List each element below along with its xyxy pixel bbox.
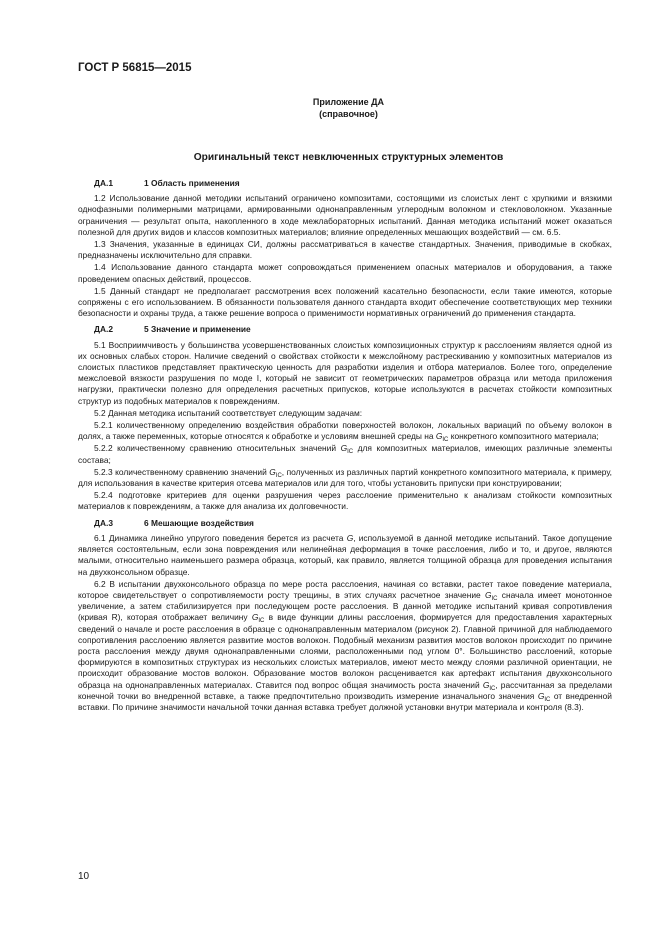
symbol-g: G bbox=[484, 589, 492, 600]
paragraph-5-2-4: 5.2.4 подготовке критериев для оценки разрушения через расслоение применительно к анализам стойкости композитных материалов к повреждениям, а также для анализа их долговечности. bbox=[78, 490, 612, 512]
section-title: 1 Область применения bbox=[144, 178, 240, 188]
section-heading-da1 bbox=[78, 178, 612, 189]
section-number: ДА.1 bbox=[94, 178, 113, 188]
symbol-g: G bbox=[251, 612, 259, 623]
paragraph-1-4: 1.4 Использование данного стандарта может сопровождаться применением опасных материалов и оборудования, а также проведением опасных действий, процессов. bbox=[78, 262, 612, 284]
paragraph-6-1: 6.1 Динамика линейно упругого поведения берется из расчета G, используемой в данной методике испытаний. Такое допущение является состоятельным, если зона повреждения или нелинейная деформация в точке расслоения, либо и то, и другое, являются малыми, относительно наименьшего размера образца, который, как правило, является толщиной образца для проведения испытания на двухконсольном образце. bbox=[78, 532, 612, 577]
paragraph-6-2: 6.2 В испытании двухконсольного образца по мере роста расслоения, начиная со вставки, растет такое поведение материала, которое свидетельствует о сопротивляемости росту трещины, в этих случаях расчетное значение $G_{IC}$ сначала имеет монотонное увеличение, а затем стабилизируется при последующем росте расслоения. В данной методике испытаний кривая сопротивления (кривая R), которая отображает величину $G_{IC}$ в виде функции длины расслоения, формируется для предоставления характерных сведений о начале и росте расслоения в образце с однонаправленным материалом (рисунок 2). Главной причиной для наблюдаемого сопротивления расслоению является развитие мостов волокон. Подобный механизм развития мостов волокон происходит по причине роста расслоения между двумя однонаправленными слоями, расположенными под углом 0°. Большинство расслоений, которые формируются в композитных структурах из нескольких слоистых материалов, имеют место между слоями различной ориентации, не происходит образование мостов волокон. Образование мостов волокон расценивается как артефакт испытания двухконсольного образца на однонаправленных материалах. Ставится под вопрос общая значимость роста значений $G_{IC}$, рассчитанная за пределами конечной точки во внедренной вставке, а также предпочтительно производить измерение изначального значения $G_{IC}$ от внедренной вставки. По причине значимости начальной точки данная вставка требует должной установки внутри материала и контроля (8.3). bbox=[78, 578, 613, 712]
paragraph-1-5: 1.5 Данный стандарт не предполагает рассмотрения всех положений касательно безопасности, если такие имеются, которые сопряжены с его использованием. В обязанности пользователя данного стандарта входит обеспечение соответствующих мер техники безопасности и охраны труда, а также решение вопроса о применимости нормативных ограничений до применения стандарта. bbox=[78, 285, 612, 319]
paragraph-5-2: 5.2 Данная методика испытаний соответствует следующим задачам: bbox=[94, 407, 363, 418]
section-title: 5 Значение и применение bbox=[144, 324, 251, 335]
symbol-g: G bbox=[482, 679, 490, 690]
paragraph-5-2-3: 5.2.3 количественному сравнению значений $G_{IC}$, полученных из различных партий конкретного композитного материала, к примеру, для использования в качестве критерия отсева материалов или для того, чтобы установить припуски при конструировании; bbox=[78, 466, 612, 489]
standard-header: ГОСТ Р 56815—2015 bbox=[78, 62, 192, 74]
paragraph-5-2-2: 5.2.2 количественному сравнению относительных значений $G_{IC}$ для композитных материалов, имеющих различные элементы состава; bbox=[78, 443, 612, 465]
symbol-g: G bbox=[269, 466, 276, 477]
symbol-g: G bbox=[340, 443, 348, 454]
document-body bbox=[78, 176, 612, 714]
paragraph-5-2-1: 5.2.1 количественному определению воздействия обработки поверхностей волокон, локальных вариаций по объему волокон в долях, а также переменных, которые относятся к обработке и условиям внешней среды на $G_{IC}$ конкретного композитного материала; bbox=[78, 420, 612, 444]
appendix-subtitle: (справочное) bbox=[319, 109, 378, 119]
appendix-title: Приложение ДА bbox=[312, 97, 385, 107]
section-heading-da3 bbox=[78, 518, 612, 529]
section-number: ДА.2 bbox=[94, 324, 113, 335]
paragraph-1-3: 1.3 Значения, указанные в единицах СИ, должны рассматриваться в качестве стандартных. Значения, приводимые в скобках, предназначены исключительно для справки. bbox=[78, 239, 612, 261]
page-number: 10 bbox=[78, 871, 90, 882]
section-title: 6 Мешающие воздействия bbox=[144, 517, 254, 528]
paragraph-5-1: 5.1 Восприимчивость у большинства усовершенствованных слоистых композиционных структур к расслоениям является одной из их основных слабых сторон. Наличие сведений о свойствах стойкости к межслойному растрескиванию у композитных материалов из слоистых пластиков представляет практическую ценность для разработки изделия и отбора материалов. Более того, определение межслоевой вязкости разрушения по моде I, который не зависит от геометрических параметров образца или метода приложения нагрузки, практически полезно для определения расчетных припусков, которые используются в расчетах стойкости композитных структур из подобных материалов к повреждениям. bbox=[78, 339, 612, 406]
symbol-g: G bbox=[435, 431, 443, 442]
paragraph-1-2: 1.2 Использование данной методики испытаний ограничено композитами, состоящими из слоистых лент с хрупкими и вязкими однофазными полимерными матрицами, армированными однонаправленным углеродным волокном и стекловолокном. Указанные ограничения — результат опыта, накопленного в ходе межлабораторных испытаний. Данная методика испытаний может оказаться полезной для других видов и классов композитных материалов; влияние определенных мешающих воздействий — см. 6.5. bbox=[78, 193, 612, 237]
section-heading-da2 bbox=[78, 324, 612, 335]
section-number: ДА.3 bbox=[94, 517, 113, 528]
symbol-g: G bbox=[537, 690, 545, 701]
symbol-g: G bbox=[346, 532, 354, 543]
document-title: Оригинальный текст невключенных структурных элементов bbox=[193, 152, 504, 163]
appendix-heading bbox=[0, 96, 661, 120]
